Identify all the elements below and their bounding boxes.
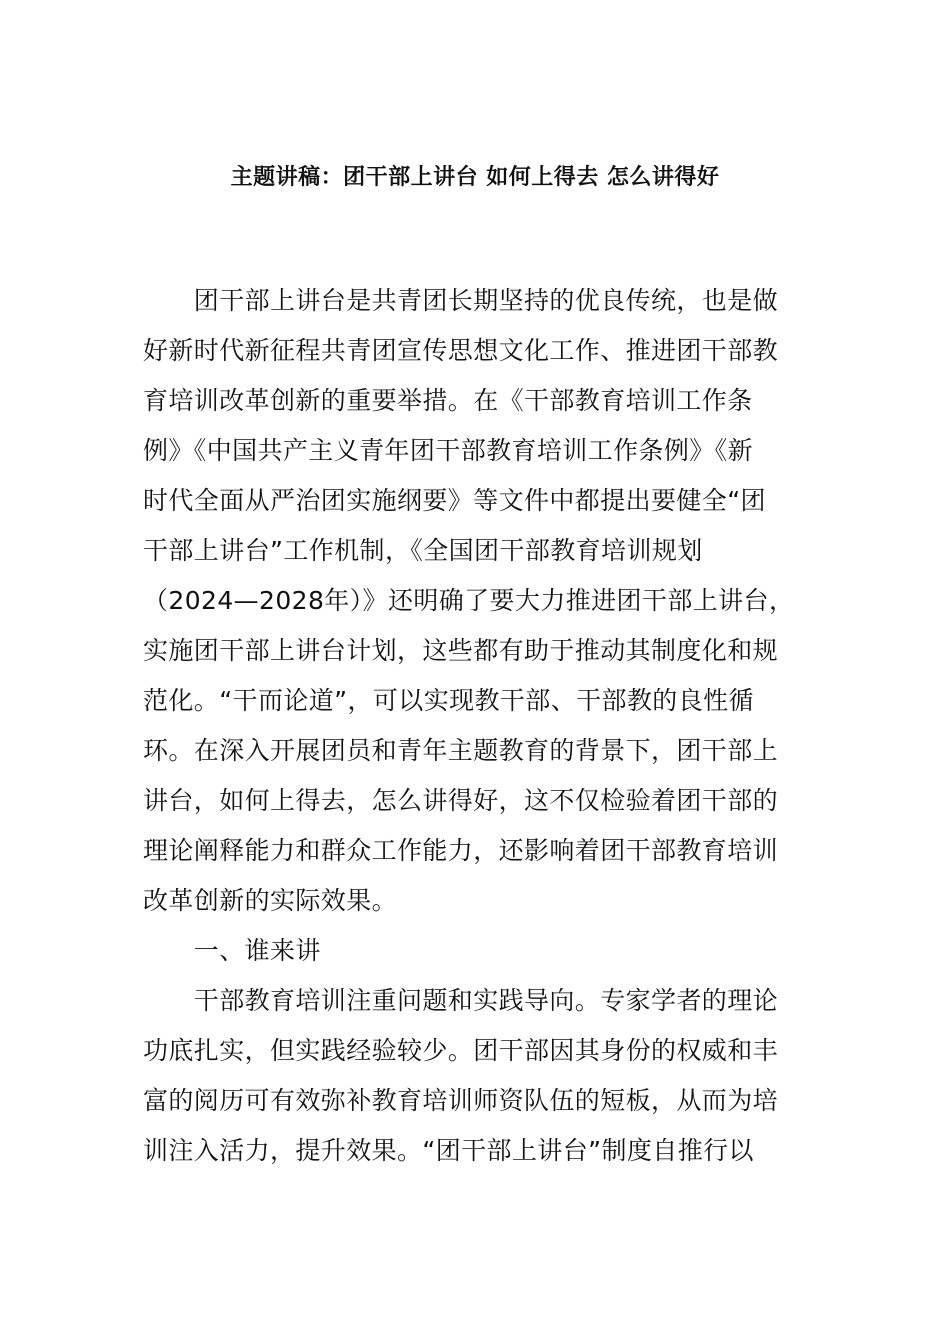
body-line-2: 好新时代新征程共青团宣传思想文化工作、推进团干部教: [143, 336, 779, 365]
body-line-7: （2024—2028年）》还明确了要大力推进团干部上讲台，: [143, 586, 795, 615]
body-line-16: 功底扎实，但实践经验较少。团干部因其身份的权威和丰: [143, 1036, 779, 1065]
body-line-3: 育培训改革创新的重要举措。在《干部教育培训工作条: [143, 386, 753, 415]
body-line-5: 时代全面从严治团实施纲要》等文件中都提出要健全“团: [143, 486, 766, 515]
body-line-1: 团干部上讲台是共青团长期坚持的优良传统，也是做: [143, 286, 779, 315]
body-line-9: 范化。“干而论道”，可以实现教干部、干部教的良性循: [143, 686, 754, 715]
body-line-12: 理论阐释能力和群众工作能力，还影响着团干部教育培训: [143, 836, 779, 865]
section-heading: 一、谁来讲: [143, 936, 321, 965]
body-line-8: 实施团干部上讲台计划，这些都有助于推动其制度化和规: [143, 636, 779, 665]
body-line-17: 富的阅历可有效弥补教育培训师资队伍的短板，从而为培: [143, 1086, 779, 1115]
body-line-10: 环。在深入开展团员和青年主题教育的背景下，团干部上: [143, 736, 779, 765]
body-line-13: 改革创新的实际效果。: [143, 886, 398, 915]
body-line-15: 干部教育培训注重问题和实践导向。专家学者的理论: [143, 986, 779, 1015]
body-line-18: 训注入活力，提升效果。“团干部上讲台”制度自推行以: [143, 1136, 754, 1165]
body-line-6: 干部上讲台”工作机制，《全国团干部教育培训规划: [143, 536, 703, 565]
body-line-11: 讲台，如何上得去，怎么讲得好，这不仅检验着团干部的: [143, 786, 779, 815]
body-line-4: 例》《中国共产主义青年团干部教育培训工作条例》《新: [143, 436, 754, 465]
document-title: 主题讲稿：团干部上讲台 如何上得去 怎么讲得好: [230, 165, 720, 190]
